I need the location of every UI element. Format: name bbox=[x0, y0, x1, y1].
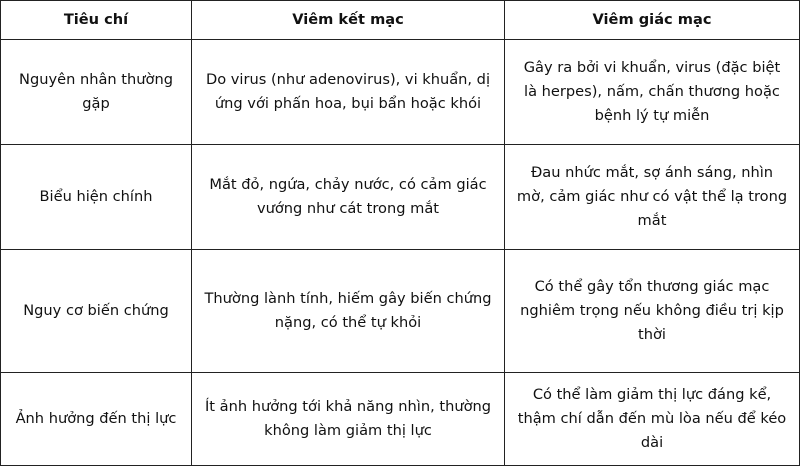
criteria-cell: Ảnh hưởng đến thị lực bbox=[1, 373, 192, 466]
header-criteria: Tiêu chí bbox=[1, 1, 192, 40]
criteria-cell: Biểu hiện chính bbox=[1, 145, 192, 250]
table-row bbox=[1, 145, 800, 250]
criteria-cell: Nguyên nhân thường gặp bbox=[1, 40, 192, 145]
keratitis-cell: Có thể làm giảm thị lực đáng kể, thậm chí dẫn đến mù lòa nếu để kéo dài bbox=[505, 373, 800, 466]
conjunctivitis-cell: Thường lành tính, hiếm gây biến chứng nặng, có thể tự khỏi bbox=[192, 250, 505, 373]
criteria-cell: Nguy cơ biến chứng bbox=[1, 250, 192, 373]
table-header-row bbox=[1, 1, 800, 40]
keratitis-cell: Gây ra bởi vi khuẩn, virus (đặc biệt là herpes), nấm, chấn thương hoặc bệnh lý tự miễn bbox=[505, 40, 800, 145]
table-row bbox=[1, 250, 800, 373]
header-keratitis: Viêm giác mạc bbox=[505, 1, 800, 40]
conjunctivitis-cell: Do virus (như adenovirus), vi khuẩn, dị ứng với phấn hoa, bụi bẩn hoặc khói bbox=[192, 40, 505, 145]
keratitis-cell: Đau nhức mắt, sợ ánh sáng, nhìn mờ, cảm giác như có vật thể lạ trong mắt bbox=[505, 145, 800, 250]
conjunctivitis-cell: Mắt đỏ, ngứa, chảy nước, có cảm giác vướng như cát trong mắt bbox=[192, 145, 505, 250]
keratitis-cell: Có thể gây tổn thương giác mạc nghiêm trọng nếu không điều trị kịp thời bbox=[505, 250, 800, 373]
table-row bbox=[1, 373, 800, 466]
table-row bbox=[1, 40, 800, 145]
conjunctivitis-cell: Ít ảnh hưởng tới khả năng nhìn, thường không làm giảm thị lực bbox=[192, 373, 505, 466]
header-conjunctivitis: Viêm kết mạc bbox=[192, 1, 505, 40]
